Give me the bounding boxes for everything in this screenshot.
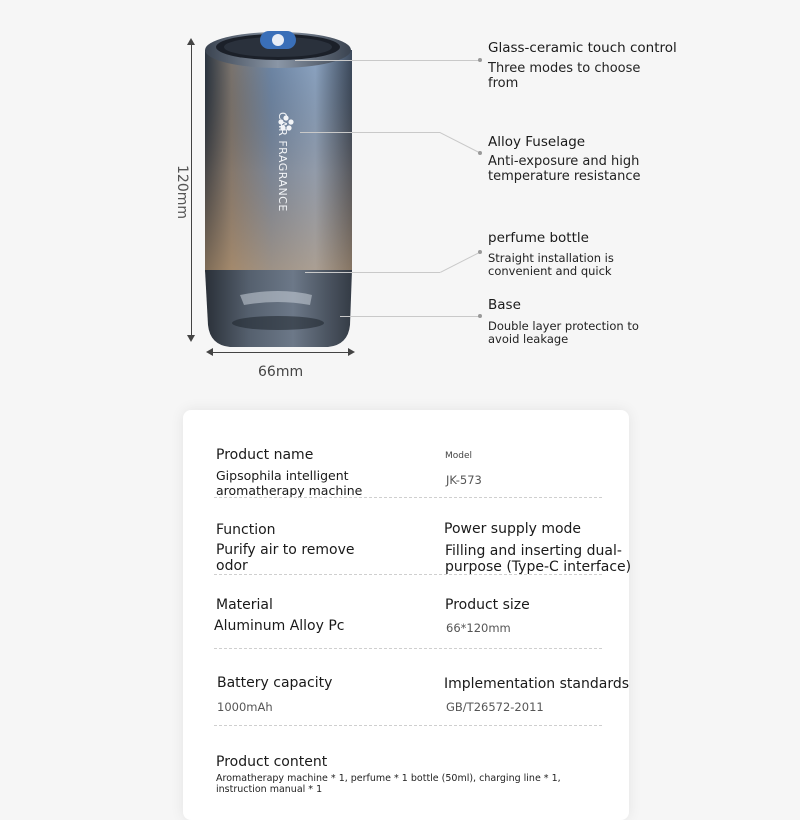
- spec-value-power-supply: Filling and inserting dual-purpose (Type-C interface): [445, 543, 632, 575]
- callout-line-fuselage-diag: [440, 132, 481, 153]
- callout-line-bottle: [305, 272, 440, 273]
- spec-label-power-supply: Power supply mode: [444, 521, 582, 537]
- height-dimension-line: [191, 40, 192, 340]
- spec-label-function: Function: [216, 522, 276, 538]
- annotation-desc-base: Double layer protection to avoid leakage: [488, 319, 639, 346]
- callout-line-touch-control: [295, 60, 479, 61]
- annotation-title-fuselage: Alloy Fuselage: [488, 134, 586, 150]
- annotation-desc-touch-control: Three modes to choose from: [488, 61, 641, 91]
- annotation-title-base: Base: [488, 297, 521, 313]
- annotation-title-bottle: perfume bottle: [488, 230, 589, 246]
- annotation-desc-bottle: Straight installation is convenient and quick: [488, 251, 614, 278]
- spec-value-product-size: 66*120mm: [446, 621, 511, 635]
- spec-label-model: Model: [445, 451, 473, 461]
- spec-label-material: Material: [216, 597, 273, 613]
- spec-value-product-name: Gipsophila intelligent aromatherapy machine: [216, 468, 363, 498]
- spec-value-standards: GB/T26572-2011: [446, 700, 544, 714]
- annotation-desc-fuselage: Anti-exposure and high temperature resistance: [488, 154, 641, 184]
- spec-value-function: Purify air to remove odor: [216, 542, 355, 574]
- spec-label-battery: Battery capacity: [217, 675, 333, 691]
- callout-dot-touch-control: [478, 58, 482, 62]
- divider: [214, 497, 602, 498]
- spec-value-battery: 1000mAh: [217, 700, 273, 714]
- divider: [214, 574, 602, 575]
- brand-text-vertical: [276, 112, 290, 232]
- callout-dot-fuselage: [478, 151, 482, 155]
- divider: [214, 648, 602, 649]
- callout-line-base: [340, 316, 480, 317]
- callout-line-bottle-diag: [440, 252, 481, 273]
- brand-text: CAR FRAGRANCE: [276, 112, 289, 212]
- height-dimension-label: 120mm: [174, 165, 190, 219]
- callout-dot-bottle: [478, 250, 482, 254]
- spec-label-standards: Implementation standards: [444, 676, 630, 692]
- callout-dot-base: [478, 314, 482, 318]
- divider: [214, 725, 602, 726]
- callout-line-fuselage: [300, 132, 440, 133]
- spec-value-model: JK-573: [446, 473, 482, 487]
- spec-value-material: Aluminum Alloy Pc: [214, 618, 345, 634]
- spec-label-product-size: Product size: [445, 597, 530, 613]
- width-dimension-label: 66mm: [258, 364, 304, 380]
- annotation-title-touch-control: Glass-ceramic touch control: [488, 40, 677, 56]
- spec-label-product-name: Product name: [216, 447, 314, 463]
- spec-value-content: Aromatherapy machine * 1, perfume * 1 bottle (50ml), charging line * 1, instruction manual * 1: [216, 773, 561, 795]
- spec-label-content: Product content: [216, 754, 328, 770]
- width-dimension-line: [208, 352, 353, 353]
